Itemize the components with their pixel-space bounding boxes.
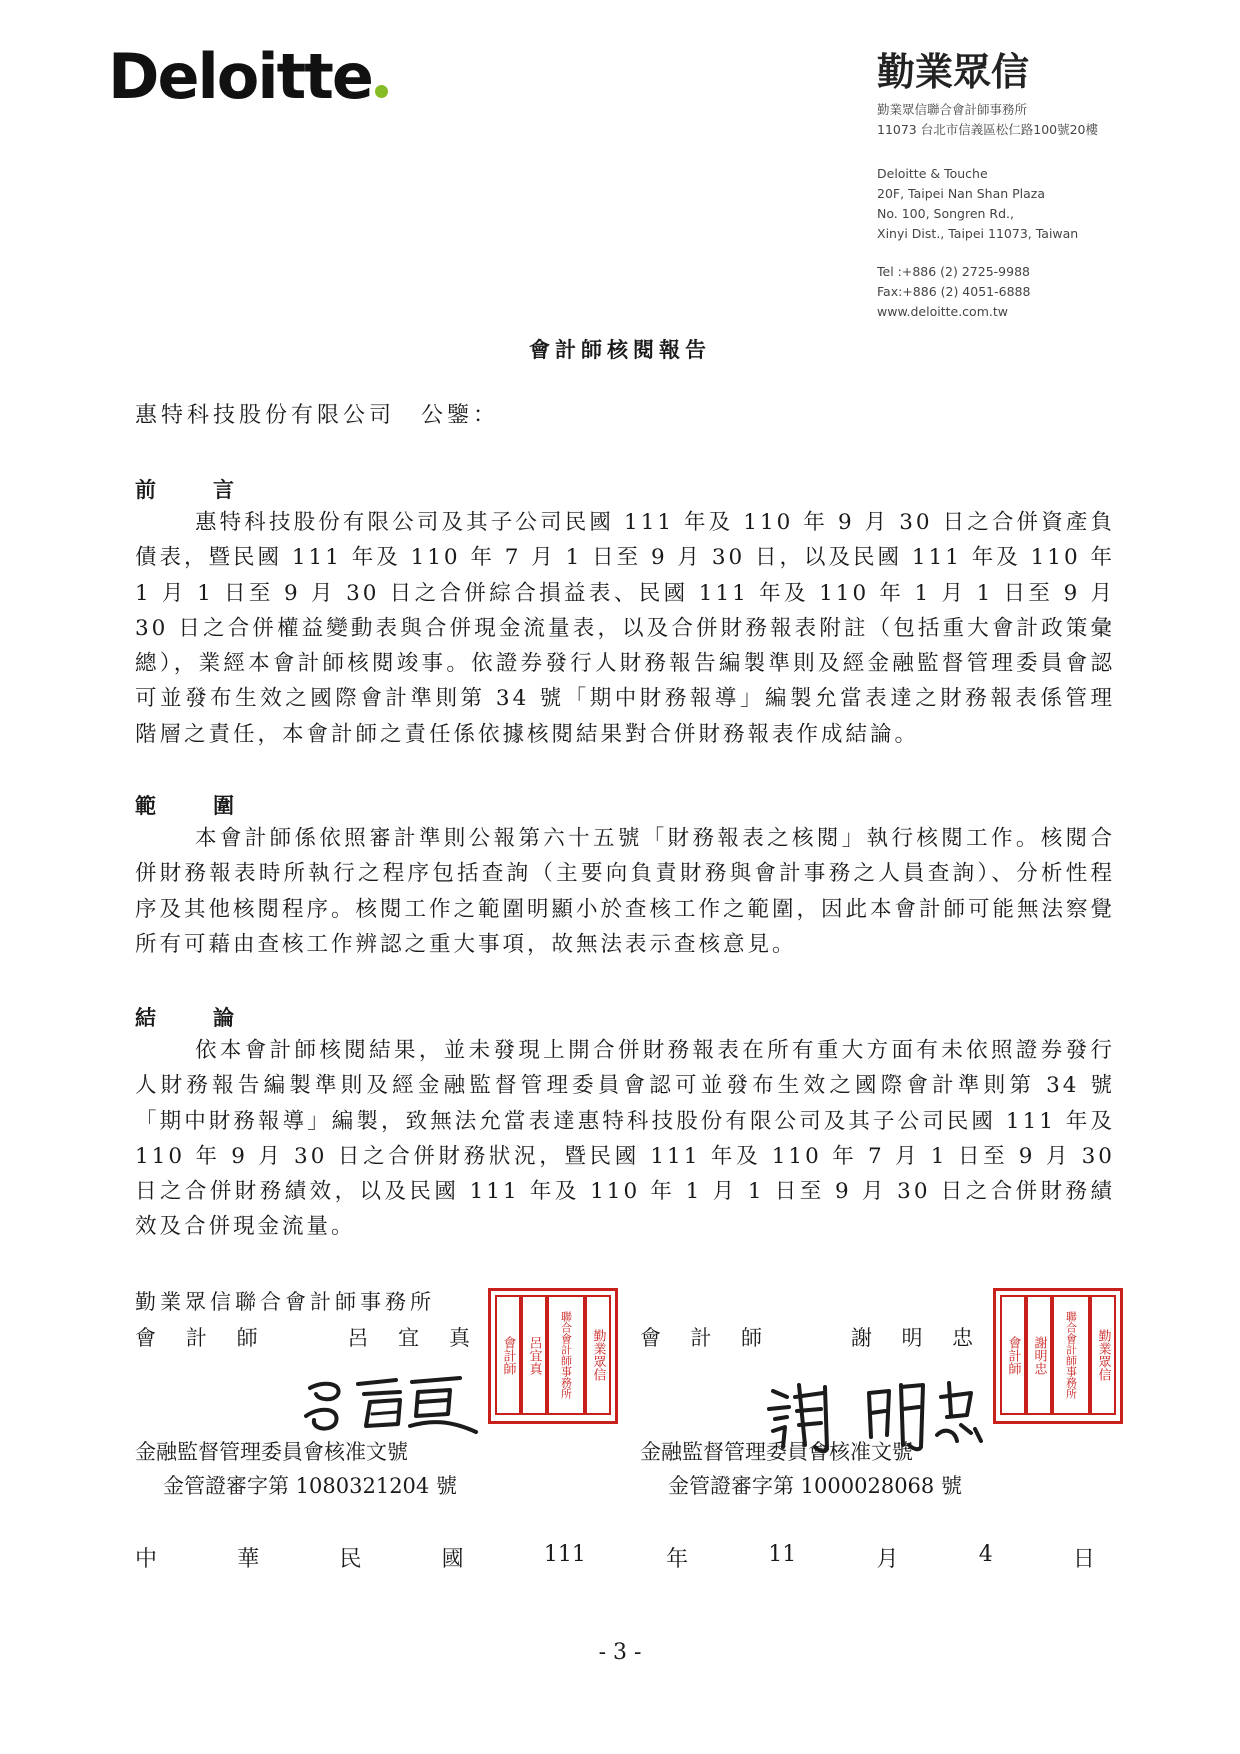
role-char: 計 (690, 1326, 712, 1350)
heading-char: 論 (213, 1005, 234, 1030)
contact-line: Fax:+886 (2) 4051-6888 (877, 284, 1031, 299)
report-title: 會計師核閱報告 (529, 337, 711, 362)
contact-line: Tel :+886 (2) 2725-9988 (877, 264, 1030, 279)
seal-cell: 會計師 (1000, 1295, 1026, 1415)
date-part: 中 (135, 1547, 158, 1572)
logo-dot-icon (375, 85, 388, 98)
name-char: 宜 (398, 1326, 420, 1350)
date-day: 4 (978, 1542, 993, 1567)
firm-en-line: 20F, Taipei Nan Shan Plaza (877, 186, 1046, 201)
date-part: 年 (666, 1547, 689, 1572)
seal-cell: 聯合會計師事務所 (1052, 1295, 1090, 1415)
role-char: 會 (135, 1326, 156, 1350)
right-cpa-line (640, 1322, 973, 1352)
role-char: 計 (185, 1326, 207, 1350)
date-part: 國 (441, 1547, 464, 1572)
firm-cn-line: 勤業眾信聯合會計師事務所 (877, 102, 1028, 117)
seal-cell: 勤業眾信 (585, 1295, 611, 1415)
firm-en-line: No. 100, Songren Rd., (877, 206, 1014, 221)
heading-char: 言 (213, 477, 234, 502)
name-char: 謝 (851, 1326, 872, 1350)
name-char: 呂 (347, 1326, 369, 1350)
seal-cell: 謝明忠 (1026, 1295, 1052, 1415)
firm-en-line: Deloitte & Touche (877, 166, 988, 181)
left-approval-number: 金管證審字第 1080321204 號 (163, 1474, 457, 1498)
left-handwritten-signature-icon (300, 1370, 480, 1440)
role-char: 師 (741, 1326, 762, 1350)
firm-name: 勤業眾信聯合會計師事務所 (135, 1290, 435, 1314)
seal-cell: 呂宜真 (521, 1295, 547, 1415)
brand-name-cn: 勤業眾信 (877, 50, 1030, 94)
heading-char: 結 (135, 1005, 156, 1030)
firm-address-en (877, 164, 1078, 244)
deloitte-logo (108, 40, 388, 113)
page-number: - 3 - (598, 1640, 642, 1665)
date-part: 日 (1072, 1547, 1095, 1572)
heading-char: 範 (135, 793, 156, 818)
report-date (135, 1542, 1095, 1573)
firm-address-cn (877, 100, 1098, 140)
firm-cn-line: 11073 台北市信義區松仁路100號20樓 (877, 122, 1099, 137)
date-year: 111 (543, 1542, 586, 1567)
firm-contact (877, 262, 1030, 322)
section-heading-foreword (135, 474, 234, 504)
right-approval-label: 金融監督管理委員會核准文號 (640, 1440, 913, 1464)
section-text-scope: 本會計師係依照審計準則公報第六十五號「財務報表之核閱」執行核閱工作。核閱合併財務報表時所執行之程序包括查詢（主要向負責財務與會計事務之人員查詢）、分析性程序及其他核閱程序。核閱工作之範圍明顯小於查核工作之範圍，因此本會計師可能無法察覺所有可藉由查核工作辨認之重大事項，故無法表示查核意見。 (135, 826, 1116, 957)
right-approval-number: 金管證審字第 1000028068 號 (668, 1474, 962, 1498)
section-text-foreword: 惠特科技股份有限公司及其子公司民國 111 年及 110 年 9 月 30 日之合併資產負債表，暨民國 111 年及 110 年 7 月 1 日至 9 月 30 日，以及民國 111 年及 110 年 1 月 1 日至 9 月 30 日之合併綜合損益表、民國 111 年及 110 年 1 月 1 日至 9 月 30 日之合併權益變動表與合併現金流量表，以及合併財務報表附註（包括重大會計政策彙總），業經本會計師核閱竣事。依證券發行人財務報告編製準則及經金融監督管理委員會認可並發布生效之國際會計準則第 34 號「期中財務報導」編製允當表達之財務報表係管理階層之責任，本會計師之責任係依據核閱結果對合併財務報表作成結論。 (135, 510, 1115, 747)
section-heading-scope (135, 790, 234, 820)
name-char: 真 (448, 1326, 470, 1350)
role-char: 師 (236, 1326, 258, 1350)
heading-char: 圍 (213, 793, 234, 818)
section-text-conclusion: 依本會計師核閱結果，並未發現上開合併財務報表在所有重大方面有未依照證券發行人財務報告編製準則及經金融監督管理委員會認可並發布生效之國際會計準則第 34 號「期中財務報導」編製，致無法允當表達惠特科技股份有限公司及其子公司民國 111 年及 110 年 9 月 30 日之合併財務狀況，暨民國 111 年及 110 年 7 月 1 日至 9 月 30 日之合併財務績效，以及民國 111 年及 110 年 1 月 1 日至 9 月 30 日之合併財務績效及合併現金流量。 (135, 1038, 1115, 1240)
date-part: 月 (876, 1547, 899, 1572)
logo-text: Deloitte (108, 40, 372, 113)
left-cpa-line (135, 1322, 470, 1352)
heading-char: 前 (135, 477, 156, 502)
role-char: 會 (640, 1326, 661, 1350)
left-approval-label: 金融監督管理委員會核准文號 (135, 1440, 408, 1464)
contact-line: www.deloitte.com.tw (877, 304, 1008, 319)
date-part: 華 (237, 1547, 260, 1572)
seal-cell: 勤業眾信 (1090, 1295, 1116, 1415)
name-char: 明 (901, 1326, 923, 1350)
seal-cell: 會計師 (495, 1295, 521, 1415)
firm-en-line: Xinyi Dist., Taipei 11073, Taiwan (877, 226, 1079, 241)
left-cpa-seal (488, 1288, 618, 1424)
date-month: 11 (768, 1542, 797, 1567)
date-part: 民 (339, 1547, 362, 1572)
section-heading-conclusion (135, 1002, 234, 1032)
seal-cell: 聯合會計師事務所 (547, 1295, 585, 1415)
name-char: 忠 (952, 1326, 973, 1350)
right-cpa-seal (993, 1288, 1123, 1424)
addressee: 惠特科技股份有限公司 公鑒： (135, 403, 500, 428)
